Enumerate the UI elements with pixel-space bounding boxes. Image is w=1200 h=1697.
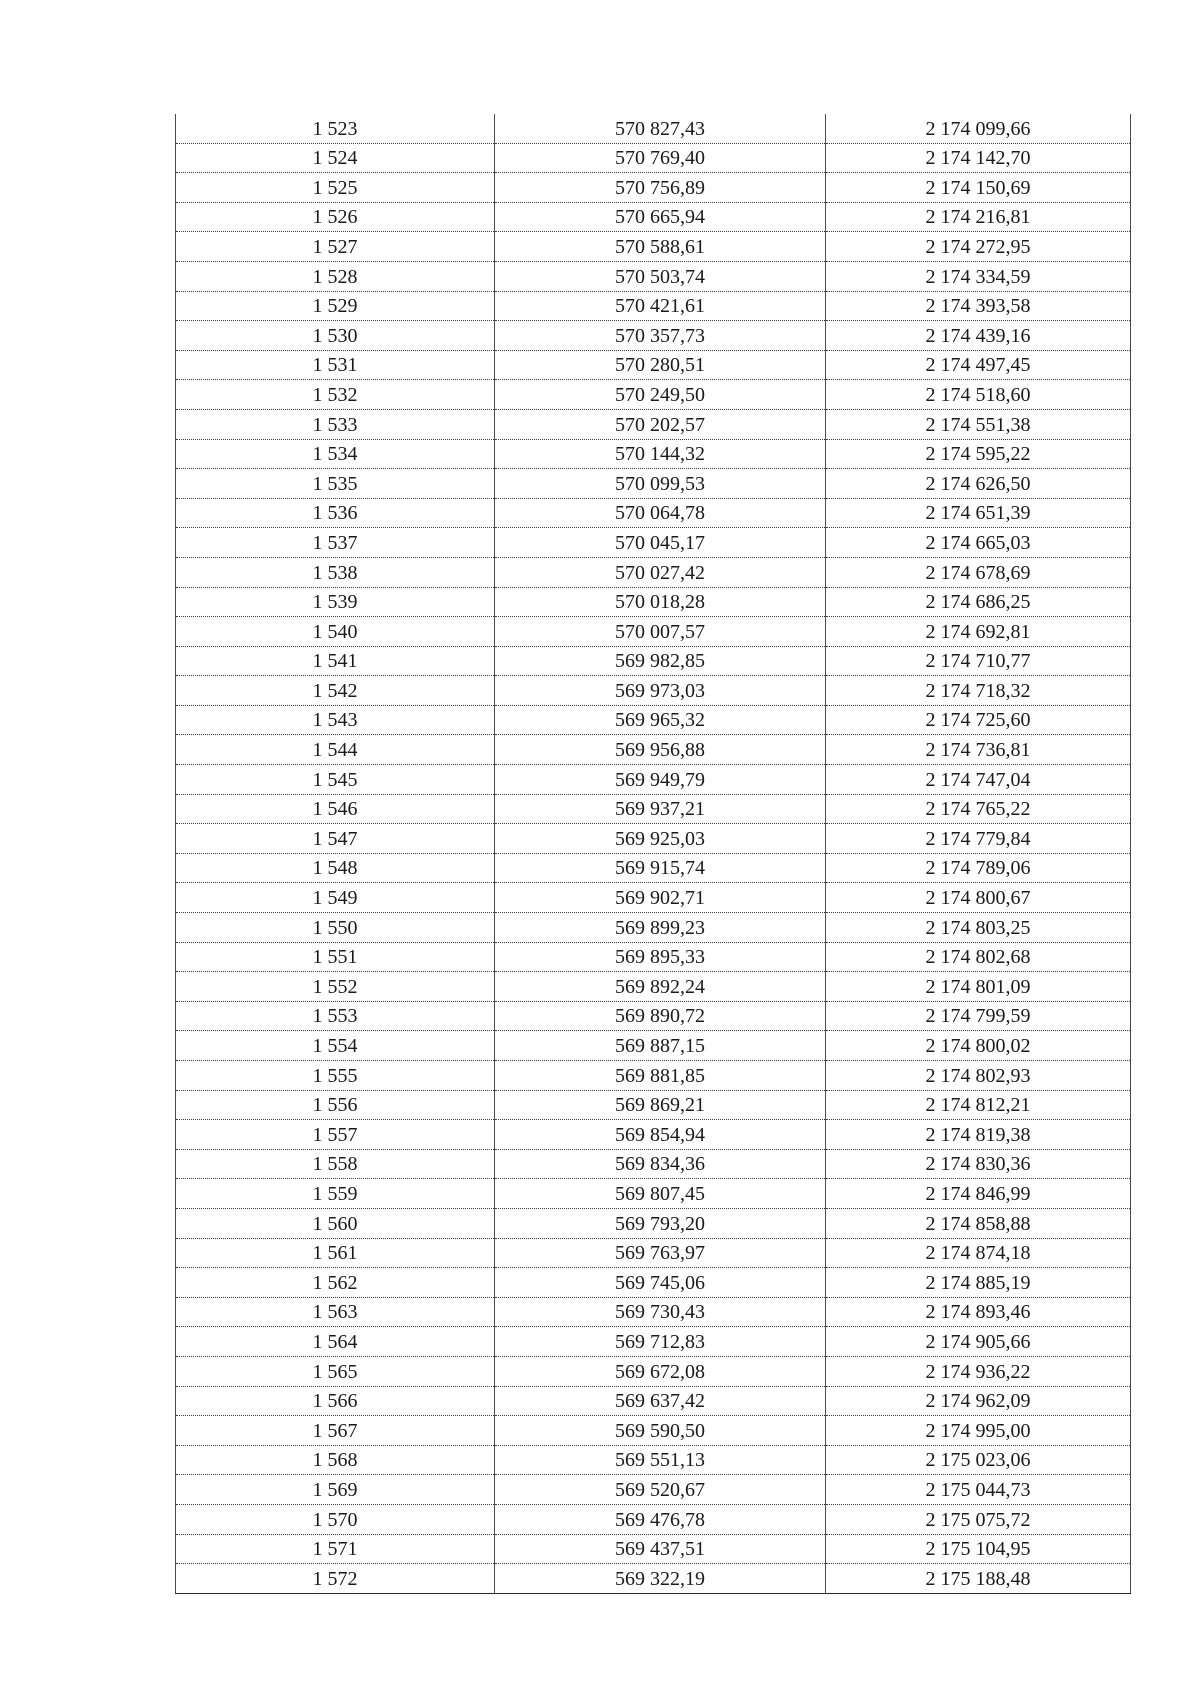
point-number-cell: 1 571 xyxy=(176,1534,495,1564)
x-coordinate-cell: 569 892,24 xyxy=(495,972,826,1002)
y-coordinate-cell: 2 174 393,58 xyxy=(826,291,1131,321)
table-row xyxy=(176,972,1131,1002)
point-number-cell: 1 527 xyxy=(176,232,495,262)
y-coordinate-cell: 2 174 678,69 xyxy=(826,557,1131,587)
table-row xyxy=(176,1179,1131,1209)
point-number-cell: 1 562 xyxy=(176,1268,495,1298)
y-coordinate-cell: 2 174 995,00 xyxy=(826,1416,1131,1446)
table-row xyxy=(176,143,1131,173)
table-row xyxy=(176,1475,1131,1505)
x-coordinate-cell: 569 745,06 xyxy=(495,1268,826,1298)
y-coordinate-cell: 2 175 044,73 xyxy=(826,1475,1131,1505)
table-row xyxy=(176,1356,1131,1386)
y-coordinate-cell: 2 174 936,22 xyxy=(826,1356,1131,1386)
point-number-cell: 1 564 xyxy=(176,1327,495,1357)
x-coordinate-cell: 570 045,17 xyxy=(495,528,826,558)
point-number-cell: 1 563 xyxy=(176,1297,495,1327)
table-row xyxy=(176,1149,1131,1179)
y-coordinate-cell: 2 174 802,93 xyxy=(826,1061,1131,1091)
table-row xyxy=(176,1534,1131,1564)
table-row xyxy=(176,617,1131,647)
point-number-cell: 1 546 xyxy=(176,794,495,824)
table-row xyxy=(176,1238,1131,1268)
y-coordinate-cell: 2 175 075,72 xyxy=(826,1504,1131,1534)
x-coordinate-cell: 570 007,57 xyxy=(495,617,826,647)
point-number-cell: 1 538 xyxy=(176,557,495,587)
y-coordinate-cell: 2 174 334,59 xyxy=(826,261,1131,291)
table-row xyxy=(176,1416,1131,1446)
point-number-cell: 1 545 xyxy=(176,765,495,795)
point-number-cell: 1 560 xyxy=(176,1208,495,1238)
point-number-cell: 1 540 xyxy=(176,617,495,647)
x-coordinate-cell: 569 807,45 xyxy=(495,1179,826,1209)
point-number-cell: 1 535 xyxy=(176,469,495,499)
table-row xyxy=(176,853,1131,883)
point-number-cell: 1 556 xyxy=(176,1090,495,1120)
point-number-cell: 1 525 xyxy=(176,173,495,203)
table-row xyxy=(176,646,1131,676)
x-coordinate-cell: 570 827,43 xyxy=(495,114,826,143)
point-number-cell: 1 568 xyxy=(176,1445,495,1475)
y-coordinate-cell: 2 174 799,59 xyxy=(826,1001,1131,1031)
table-row xyxy=(176,321,1131,351)
x-coordinate-cell: 569 890,72 xyxy=(495,1001,826,1031)
table-row xyxy=(176,380,1131,410)
x-coordinate-cell: 569 899,23 xyxy=(495,913,826,943)
coordinates-table-body xyxy=(176,114,1131,1593)
y-coordinate-cell: 2 174 801,09 xyxy=(826,972,1131,1002)
x-coordinate-cell: 570 756,89 xyxy=(495,173,826,203)
x-coordinate-cell: 569 982,85 xyxy=(495,646,826,676)
x-coordinate-cell: 569 672,08 xyxy=(495,1356,826,1386)
point-number-cell: 1 544 xyxy=(176,735,495,765)
table-row xyxy=(176,1208,1131,1238)
point-number-cell: 1 531 xyxy=(176,350,495,380)
x-coordinate-cell: 569 834,36 xyxy=(495,1149,826,1179)
y-coordinate-cell: 2 174 497,45 xyxy=(826,350,1131,380)
x-coordinate-cell: 569 965,32 xyxy=(495,705,826,735)
table-row xyxy=(176,528,1131,558)
x-coordinate-cell: 570 503,74 xyxy=(495,261,826,291)
x-coordinate-cell: 569 902,71 xyxy=(495,883,826,913)
table-row xyxy=(176,439,1131,469)
x-coordinate-cell: 569 551,13 xyxy=(495,1445,826,1475)
x-coordinate-cell: 569 925,03 xyxy=(495,824,826,854)
x-coordinate-cell: 569 476,78 xyxy=(495,1504,826,1534)
point-number-cell: 1 536 xyxy=(176,498,495,528)
table-row xyxy=(176,942,1131,972)
table-row xyxy=(176,469,1131,499)
y-coordinate-cell: 2 174 099,66 xyxy=(826,114,1131,143)
coordinates-table xyxy=(175,114,1131,1594)
x-coordinate-cell: 570 357,73 xyxy=(495,321,826,351)
table-row xyxy=(176,350,1131,380)
x-coordinate-cell: 569 712,83 xyxy=(495,1327,826,1357)
table-row xyxy=(176,1327,1131,1357)
y-coordinate-cell: 2 174 765,22 xyxy=(826,794,1131,824)
table-row xyxy=(176,232,1131,262)
x-coordinate-cell: 570 099,53 xyxy=(495,469,826,499)
point-number-cell: 1 548 xyxy=(176,853,495,883)
x-coordinate-cell: 569 869,21 xyxy=(495,1090,826,1120)
y-coordinate-cell: 2 174 800,02 xyxy=(826,1031,1131,1061)
point-number-cell: 1 533 xyxy=(176,409,495,439)
y-coordinate-cell: 2 174 779,84 xyxy=(826,824,1131,854)
y-coordinate-cell: 2 174 747,04 xyxy=(826,765,1131,795)
point-number-cell: 1 541 xyxy=(176,646,495,676)
y-coordinate-cell: 2 174 626,50 xyxy=(826,469,1131,499)
point-number-cell: 1 572 xyxy=(176,1564,495,1594)
x-coordinate-cell: 569 854,94 xyxy=(495,1120,826,1150)
y-coordinate-cell: 2 174 651,39 xyxy=(826,498,1131,528)
x-coordinate-cell: 570 144,32 xyxy=(495,439,826,469)
x-coordinate-cell: 570 421,61 xyxy=(495,291,826,321)
x-coordinate-cell: 569 637,42 xyxy=(495,1386,826,1416)
y-coordinate-cell: 2 174 812,21 xyxy=(826,1090,1131,1120)
x-coordinate-cell: 569 973,03 xyxy=(495,676,826,706)
y-coordinate-cell: 2 174 216,81 xyxy=(826,202,1131,232)
point-number-cell: 1 552 xyxy=(176,972,495,1002)
point-number-cell: 1 566 xyxy=(176,1386,495,1416)
table-row xyxy=(176,1386,1131,1416)
x-coordinate-cell: 569 937,21 xyxy=(495,794,826,824)
y-coordinate-cell: 2 174 551,38 xyxy=(826,409,1131,439)
x-coordinate-cell: 569 881,85 xyxy=(495,1061,826,1091)
y-coordinate-cell: 2 174 962,09 xyxy=(826,1386,1131,1416)
y-coordinate-cell: 2 174 725,60 xyxy=(826,705,1131,735)
point-number-cell: 1 549 xyxy=(176,883,495,913)
x-coordinate-cell: 569 793,20 xyxy=(495,1208,826,1238)
table-row xyxy=(176,1504,1131,1534)
point-number-cell: 1 570 xyxy=(176,1504,495,1534)
table-row xyxy=(176,1031,1131,1061)
table-row xyxy=(176,1297,1131,1327)
table-row xyxy=(176,173,1131,203)
point-number-cell: 1 557 xyxy=(176,1120,495,1150)
table-row xyxy=(176,735,1131,765)
point-number-cell: 1 558 xyxy=(176,1149,495,1179)
table-row xyxy=(176,676,1131,706)
point-number-cell: 1 569 xyxy=(176,1475,495,1505)
x-coordinate-cell: 569 949,79 xyxy=(495,765,826,795)
y-coordinate-cell: 2 174 439,16 xyxy=(826,321,1131,351)
point-number-cell: 1 567 xyxy=(176,1416,495,1446)
point-number-cell: 1 529 xyxy=(176,291,495,321)
table-row xyxy=(176,557,1131,587)
y-coordinate-cell: 2 174 819,38 xyxy=(826,1120,1131,1150)
x-coordinate-cell: 569 956,88 xyxy=(495,735,826,765)
y-coordinate-cell: 2 174 518,60 xyxy=(826,380,1131,410)
y-coordinate-cell: 2 174 800,67 xyxy=(826,883,1131,913)
point-number-cell: 1 553 xyxy=(176,1001,495,1031)
y-coordinate-cell: 2 174 710,77 xyxy=(826,646,1131,676)
point-number-cell: 1 534 xyxy=(176,439,495,469)
table-row xyxy=(176,1120,1131,1150)
x-coordinate-cell: 569 887,15 xyxy=(495,1031,826,1061)
x-coordinate-cell: 569 520,67 xyxy=(495,1475,826,1505)
y-coordinate-cell: 2 174 692,81 xyxy=(826,617,1131,647)
table-row xyxy=(176,824,1131,854)
table-row xyxy=(176,261,1131,291)
x-coordinate-cell: 569 915,74 xyxy=(495,853,826,883)
table-row xyxy=(176,705,1131,735)
x-coordinate-cell: 570 769,40 xyxy=(495,143,826,173)
point-number-cell: 1 565 xyxy=(176,1356,495,1386)
x-coordinate-cell: 570 202,57 xyxy=(495,409,826,439)
y-coordinate-cell: 2 174 718,32 xyxy=(826,676,1131,706)
x-coordinate-cell: 569 763,97 xyxy=(495,1238,826,1268)
y-coordinate-cell: 2 174 874,18 xyxy=(826,1238,1131,1268)
point-number-cell: 1 526 xyxy=(176,202,495,232)
y-coordinate-cell: 2 174 858,88 xyxy=(826,1208,1131,1238)
x-coordinate-cell: 570 018,28 xyxy=(495,587,826,617)
y-coordinate-cell: 2 174 803,25 xyxy=(826,913,1131,943)
table-row xyxy=(176,1061,1131,1091)
point-number-cell: 1 551 xyxy=(176,942,495,972)
y-coordinate-cell: 2 175 023,06 xyxy=(826,1445,1131,1475)
y-coordinate-cell: 2 174 905,66 xyxy=(826,1327,1131,1357)
point-number-cell: 1 542 xyxy=(176,676,495,706)
table-row xyxy=(176,202,1131,232)
table-row xyxy=(176,1001,1131,1031)
y-coordinate-cell: 2 174 830,36 xyxy=(826,1149,1131,1179)
x-coordinate-cell: 569 437,51 xyxy=(495,1534,826,1564)
table-row xyxy=(176,883,1131,913)
table-row xyxy=(176,1268,1131,1298)
y-coordinate-cell: 2 174 686,25 xyxy=(826,587,1131,617)
table-row xyxy=(176,765,1131,795)
y-coordinate-cell: 2 174 595,22 xyxy=(826,439,1131,469)
point-number-cell: 1 528 xyxy=(176,261,495,291)
x-coordinate-cell: 570 665,94 xyxy=(495,202,826,232)
x-coordinate-cell: 570 588,61 xyxy=(495,232,826,262)
y-coordinate-cell: 2 174 893,46 xyxy=(826,1297,1131,1327)
x-coordinate-cell: 569 895,33 xyxy=(495,942,826,972)
point-number-cell: 1 524 xyxy=(176,143,495,173)
y-coordinate-cell: 2 174 789,06 xyxy=(826,853,1131,883)
point-number-cell: 1 543 xyxy=(176,705,495,735)
y-coordinate-cell: 2 174 665,03 xyxy=(826,528,1131,558)
point-number-cell: 1 532 xyxy=(176,380,495,410)
table-row xyxy=(176,291,1131,321)
x-coordinate-cell: 569 590,50 xyxy=(495,1416,826,1446)
y-coordinate-cell: 2 174 142,70 xyxy=(826,143,1131,173)
x-coordinate-cell: 569 322,19 xyxy=(495,1564,826,1594)
point-number-cell: 1 523 xyxy=(176,114,495,143)
y-coordinate-cell: 2 175 104,95 xyxy=(826,1534,1131,1564)
y-coordinate-cell: 2 174 736,81 xyxy=(826,735,1131,765)
point-number-cell: 1 539 xyxy=(176,587,495,617)
table-row xyxy=(176,1445,1131,1475)
point-number-cell: 1 554 xyxy=(176,1031,495,1061)
y-coordinate-cell: 2 174 885,19 xyxy=(826,1268,1131,1298)
table-row xyxy=(176,1090,1131,1120)
y-coordinate-cell: 2 175 188,48 xyxy=(826,1564,1131,1594)
table-row xyxy=(176,587,1131,617)
point-number-cell: 1 547 xyxy=(176,824,495,854)
table-row xyxy=(176,794,1131,824)
table-row xyxy=(176,1564,1131,1594)
y-coordinate-cell: 2 174 150,69 xyxy=(826,173,1131,203)
y-coordinate-cell: 2 174 802,68 xyxy=(826,942,1131,972)
point-number-cell: 1 550 xyxy=(176,913,495,943)
x-coordinate-cell: 569 730,43 xyxy=(495,1297,826,1327)
point-number-cell: 1 530 xyxy=(176,321,495,351)
x-coordinate-cell: 570 280,51 xyxy=(495,350,826,380)
point-number-cell: 1 561 xyxy=(176,1238,495,1268)
table-row xyxy=(176,114,1131,143)
y-coordinate-cell: 2 174 272,95 xyxy=(826,232,1131,262)
point-number-cell: 1 537 xyxy=(176,528,495,558)
x-coordinate-cell: 570 027,42 xyxy=(495,557,826,587)
x-coordinate-cell: 570 064,78 xyxy=(495,498,826,528)
point-number-cell: 1 559 xyxy=(176,1179,495,1209)
table-row xyxy=(176,409,1131,439)
table-row xyxy=(176,498,1131,528)
y-coordinate-cell: 2 174 846,99 xyxy=(826,1179,1131,1209)
point-number-cell: 1 555 xyxy=(176,1061,495,1091)
table-row xyxy=(176,913,1131,943)
x-coordinate-cell: 570 249,50 xyxy=(495,380,826,410)
